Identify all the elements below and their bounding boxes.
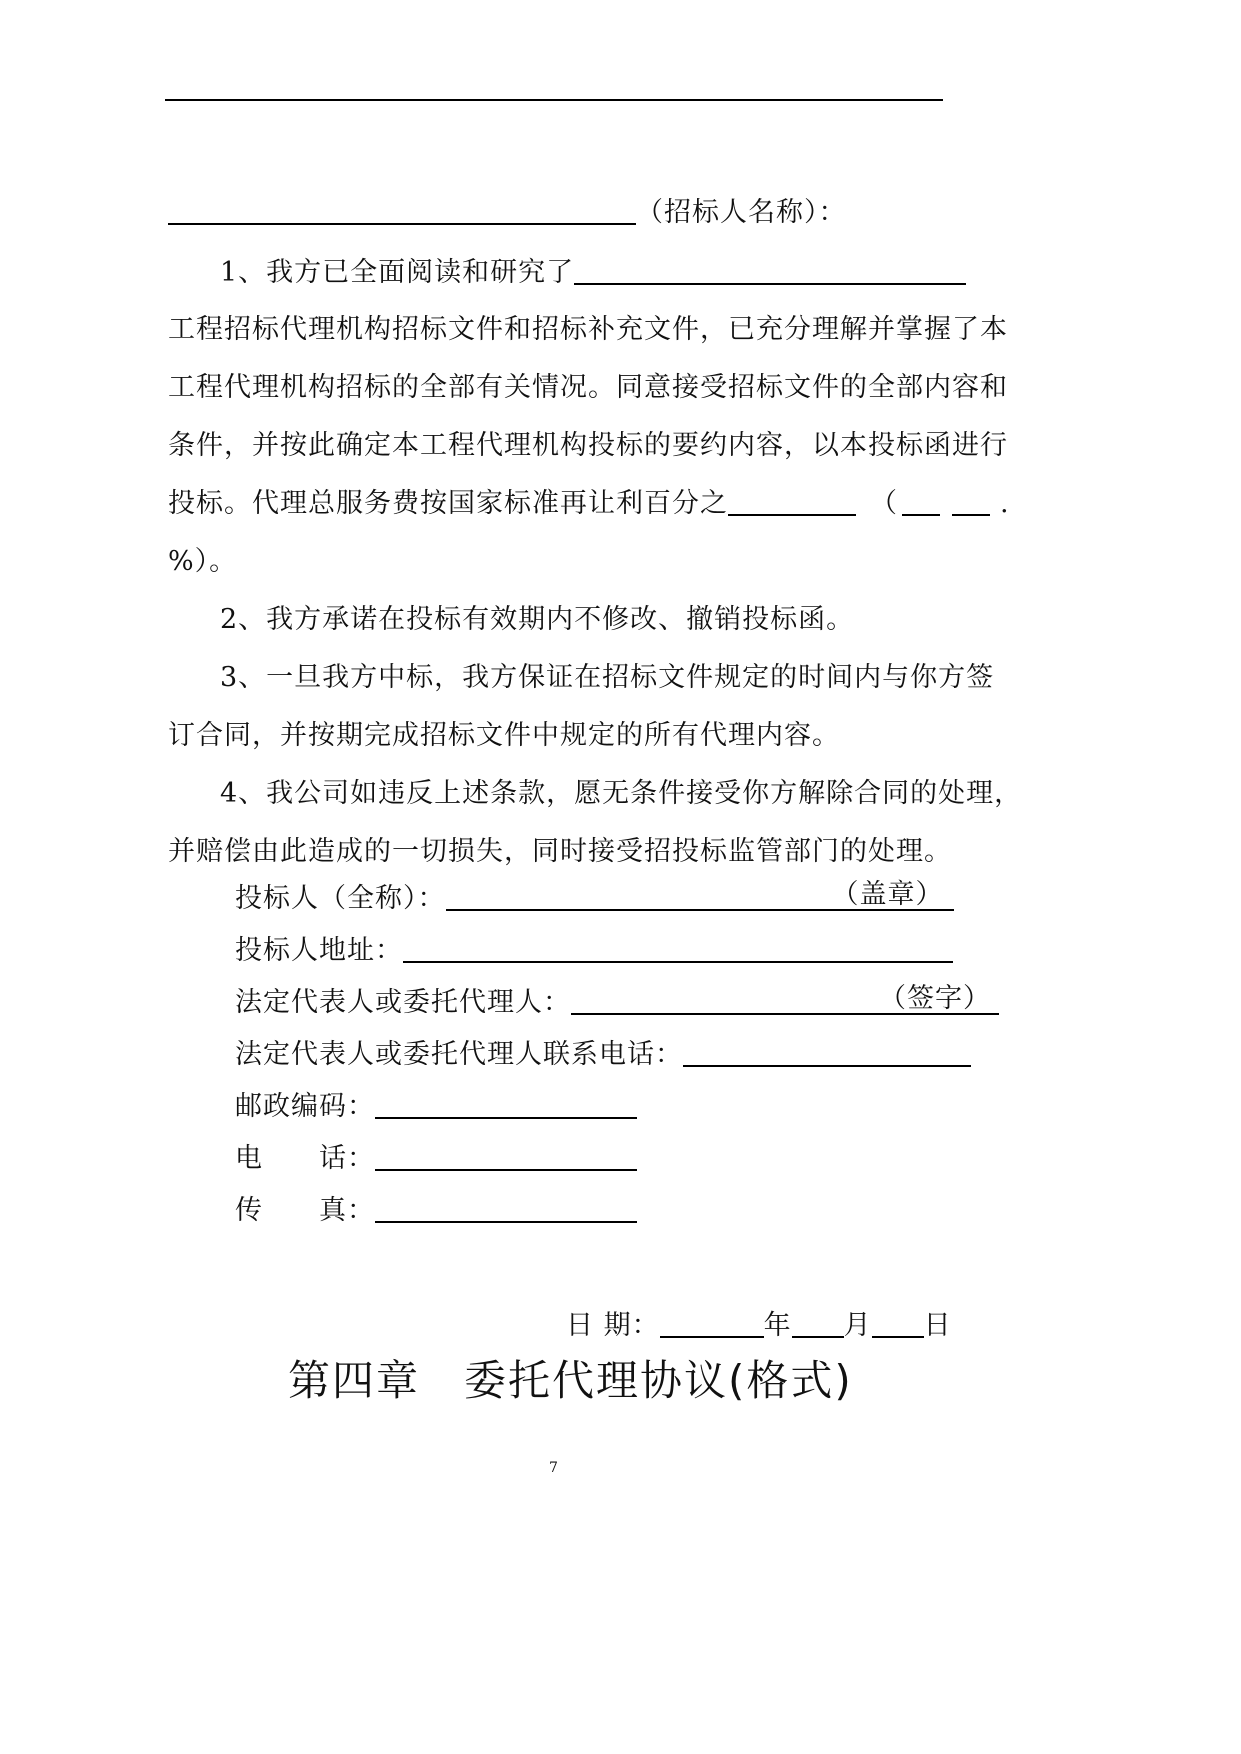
legal-rep-row: 法定代表人或委托代理人： （签字） xyxy=(235,980,999,1019)
header-rule xyxy=(165,99,943,101)
bidder-address-field[interactable] xyxy=(403,935,953,963)
seal-label: （盖章） xyxy=(831,879,944,910)
p1-line4: 条件，并按此确定本工程代理机构投标的要约内容，以本投标函进行 xyxy=(168,430,1008,461)
p1-line2: 工程招标代理机构招标文件和招标补充文件，已充分理解并掌握了本 xyxy=(168,314,1008,345)
p3-line2: 订合同，并按期完成招标文件中规定的所有代理内容。 xyxy=(168,720,840,751)
legal-rep-phone-row: 法定代表人或委托代理人联系电话： xyxy=(235,1032,971,1071)
date-month-field[interactable] xyxy=(792,1310,844,1338)
fax-row: 传 真： xyxy=(235,1188,637,1227)
chapter-title: 第四章 委托代理协议(格式) xyxy=(288,1356,853,1405)
p1-line1: 1、我方已全面阅读和研究了 xyxy=(220,250,966,289)
p3-line1: 3、一旦我方中标，我方保证在招标文件规定的时间内与你方签 xyxy=(220,662,995,693)
p1-line3: 工程代理机构招标的全部有关情况。同意接受招标文件的全部内容和 xyxy=(168,372,1008,403)
phone-row: 电 话： xyxy=(235,1136,637,1175)
p4-line2: 并赔偿由此造成的一切损失，同时接受招投标监管部门的处理。 xyxy=(168,836,952,867)
addressee-line xyxy=(168,190,847,229)
date-row: 日 期： 年 月 日 xyxy=(566,1310,952,1341)
bidder-name-field[interactable] xyxy=(446,879,954,911)
bidder-name-row: 投标人（全称）： （盖章） xyxy=(235,876,954,915)
discount-digit-blank-1[interactable] xyxy=(902,488,940,516)
legal-rep-phone-field[interactable] xyxy=(683,1039,971,1067)
p1-line6: %）。 xyxy=(168,546,238,577)
postcode-field[interactable] xyxy=(375,1091,637,1119)
project-name-blank[interactable] xyxy=(574,257,966,285)
postcode-row: 邮政编码： xyxy=(235,1084,637,1123)
tenderer-name-blank[interactable] xyxy=(168,197,636,225)
signature-label: （签字） xyxy=(879,983,991,1014)
fax-field[interactable] xyxy=(375,1195,637,1223)
p2-line: 2、我方承诺在投标有效期内不修改、撤销投标函。 xyxy=(220,604,855,635)
discount-digit-blank-2[interactable] xyxy=(952,488,990,516)
addressee-suffix: （招标人名称）： xyxy=(636,197,847,228)
p4-line1: 4、我公司如违反上述条款，愿无条件接受你方解除合同的处理， xyxy=(220,778,1023,809)
page-number: 7 xyxy=(549,1460,558,1476)
date-year-field[interactable] xyxy=(660,1310,764,1338)
discount-percent-blank[interactable] xyxy=(728,488,856,516)
p1-line5: 投标。代理总服务费按国家标准再让利百分之 （ . xyxy=(168,488,1010,519)
phone-field[interactable] xyxy=(375,1143,637,1171)
date-day-field[interactable] xyxy=(872,1310,924,1338)
bidder-address-row: 投标人地址： xyxy=(235,928,953,967)
